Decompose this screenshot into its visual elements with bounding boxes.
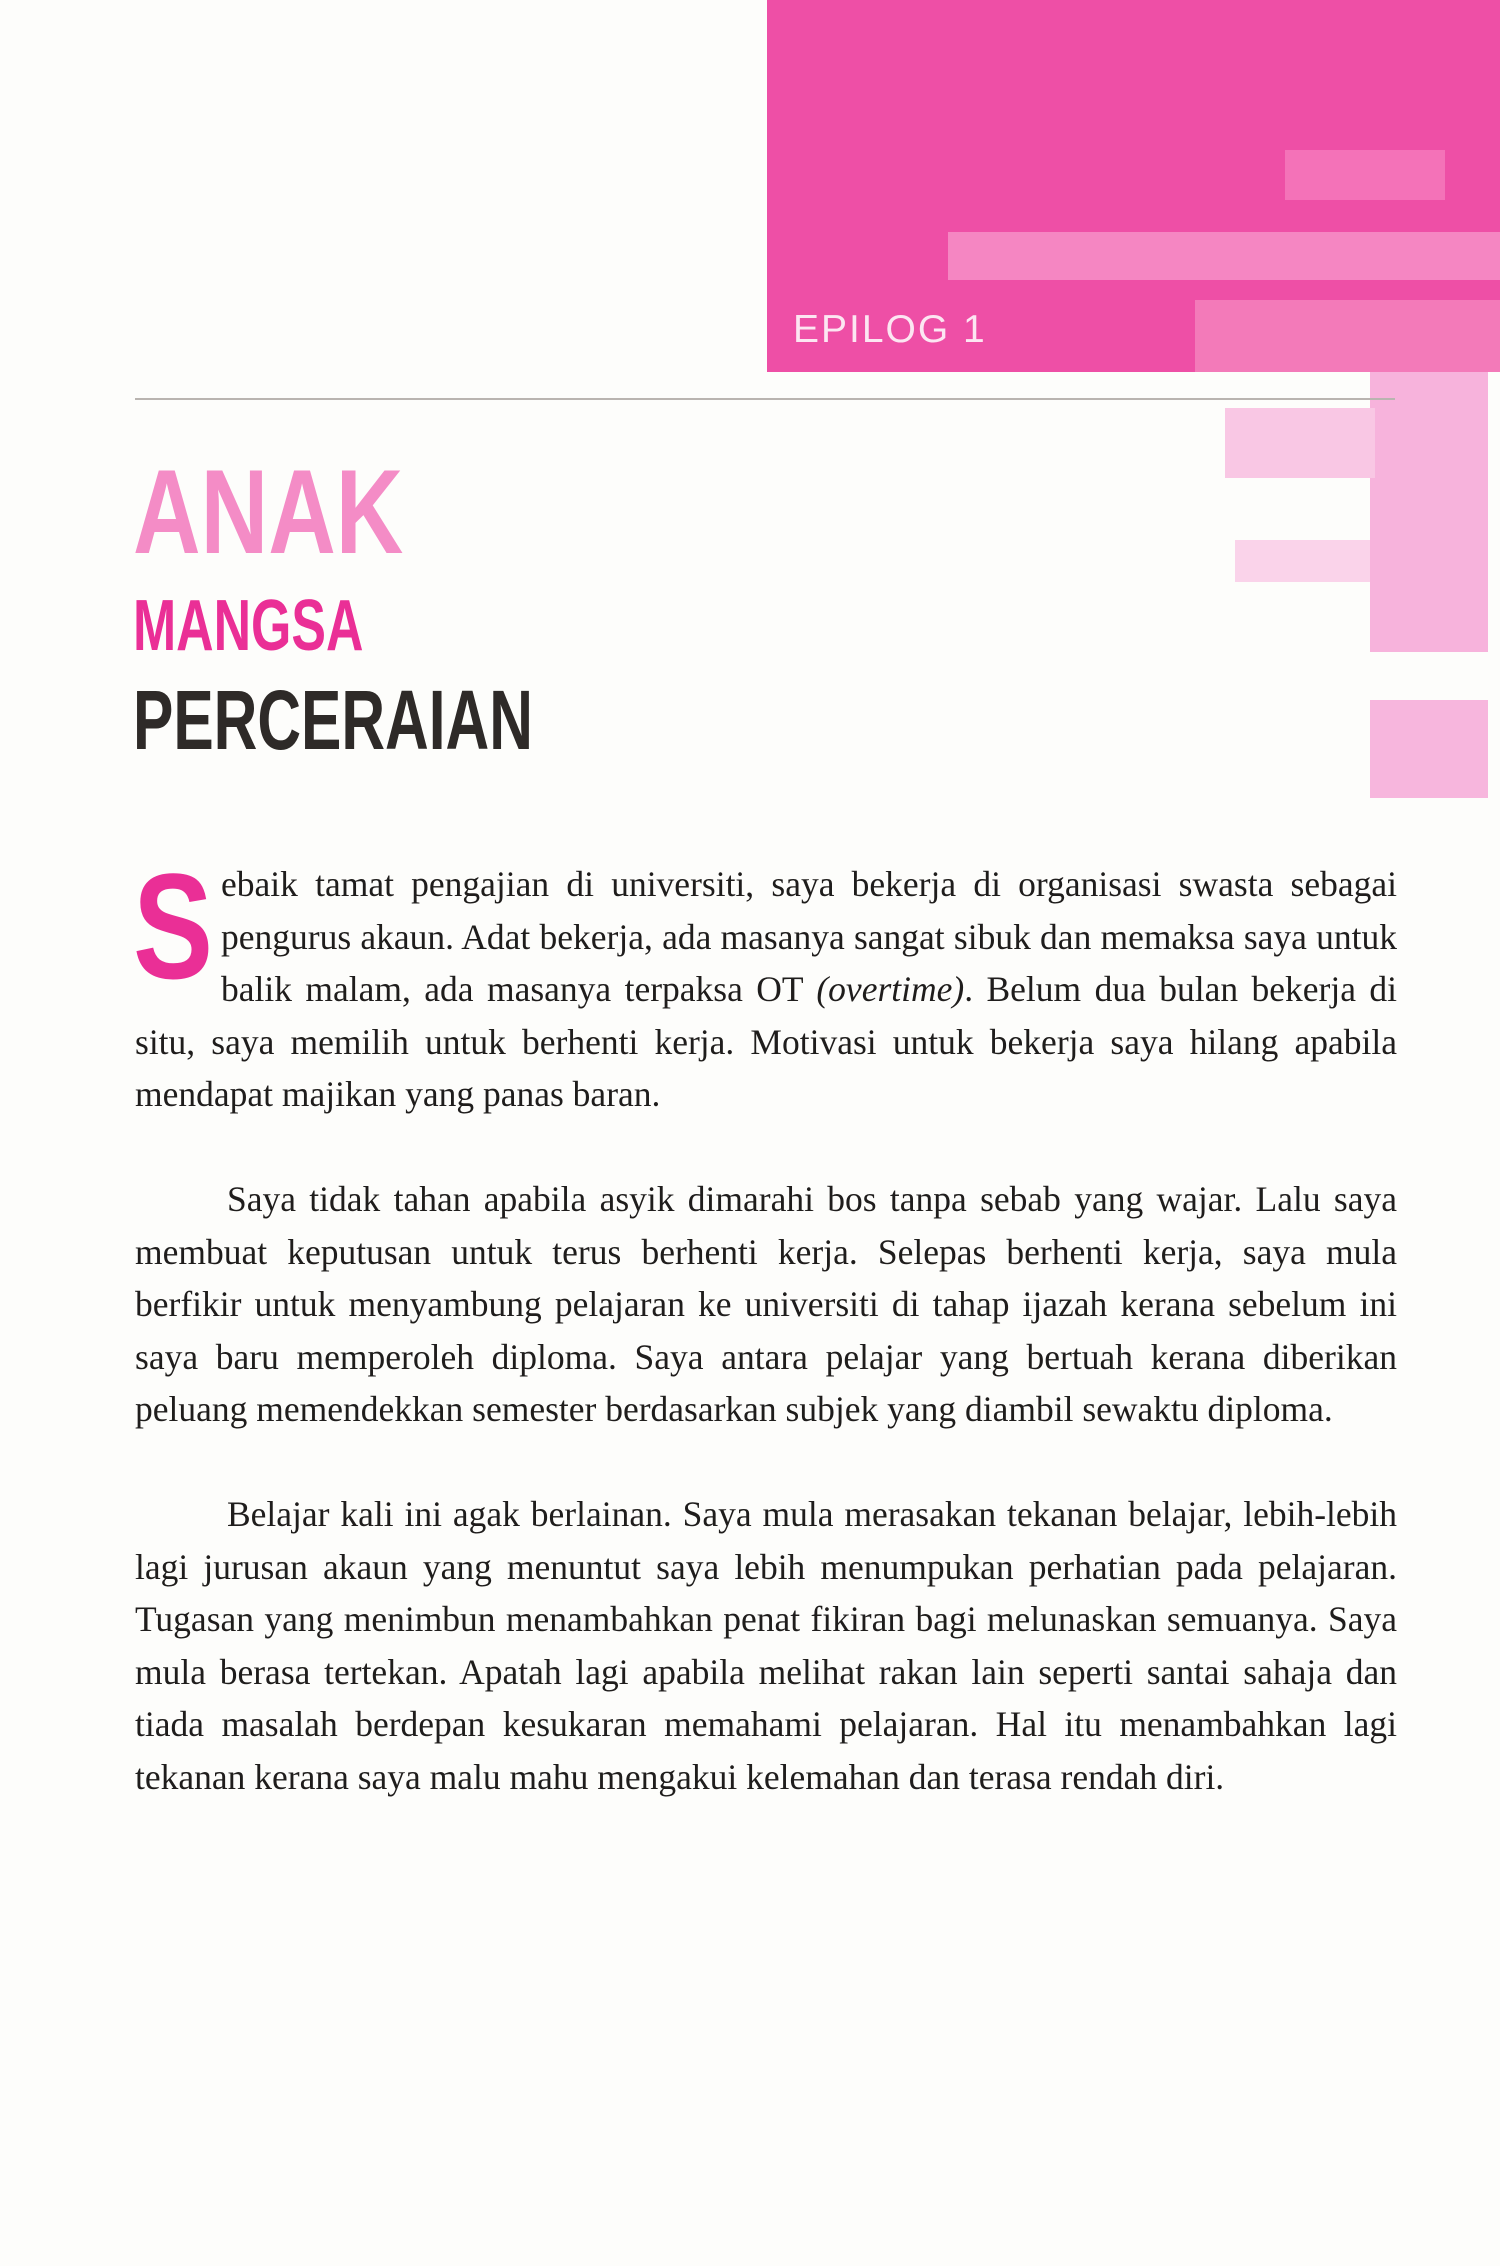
chapter-title-line-1: ANAK (133, 445, 404, 579)
chapter-title-line-2: MANGSA (133, 586, 364, 666)
paragraph-1-text-b: . Belum dua bulan bekerja di situ, saya memilih untuk berhenti kerja. Motivasi untuk bekerja saya hilang apabila mendapat majikan yang panas baran. (135, 969, 1397, 1115)
paragraph-1-text-a: ebaik tamat pengajian di universiti, saya bekerja di organisasi swasta sebagai pengurus akaun. Adat bekerja, ada masanya sangat sibuk dan memaksa saya untuk balik malam, ada masanya terpaksa OT (221, 864, 1397, 1010)
section-label: EPILOG 1 (793, 308, 987, 351)
paragraph-2: Saya tidak tahan apabila asyik dimarahi bos tanpa sebab yang wajar. Lalu saya membuat keputusan untuk terus berhenti kerja. Selepas berhenti kerja, saya mula berfikir untuk menyambung pelajaran ke universiti di tahap ijazah kerana sebelum ini saya baru memperoleh diploma. Saya antara pelajar yang bertuah kerana diberikan peluang memendekkan semester berdasarkan subjek yang diambil sewaktu diploma. (135, 1178, 1397, 1430)
header-stripe (1285, 150, 1445, 200)
paragraph-1-italic: (overtime) (816, 969, 965, 1010)
side-decoration-block (1235, 540, 1370, 582)
drop-cap: S (133, 842, 214, 1010)
header-stripe (1195, 300, 1500, 372)
side-decoration-block (1225, 408, 1375, 478)
body-text (133, 842, 1397, 1856)
chapter-title-line-3: PERCERAIAN (133, 673, 533, 767)
paragraph-3: Belajar kali ini agak berlainan. Saya mula merasakan tekanan belajar, lebih-lebih lagi jurusan akaun yang menuntut saya lebih menumpukan perhatian pada pelajaran. Tugasan yang menimbun menambahkan penat fikiran bagi melunaskan semuanya. Saya mula berasa tertekan. Apatah lagi apabila melihat rakan lain seperti santai sahaja dan tiada masalah berdepan kesukaran memahami pelajaran. Hal itu menambahkan lagi tekanan kerana saya malu mahu mengakui kelemahan dan terasa rendah diri. (135, 1493, 1397, 1797)
header-stripe (948, 232, 1500, 280)
header-divider (135, 398, 1395, 400)
paragraph-1 (133, 842, 1397, 1121)
side-decoration-block (1370, 700, 1488, 798)
side-decoration-block (1370, 372, 1488, 652)
